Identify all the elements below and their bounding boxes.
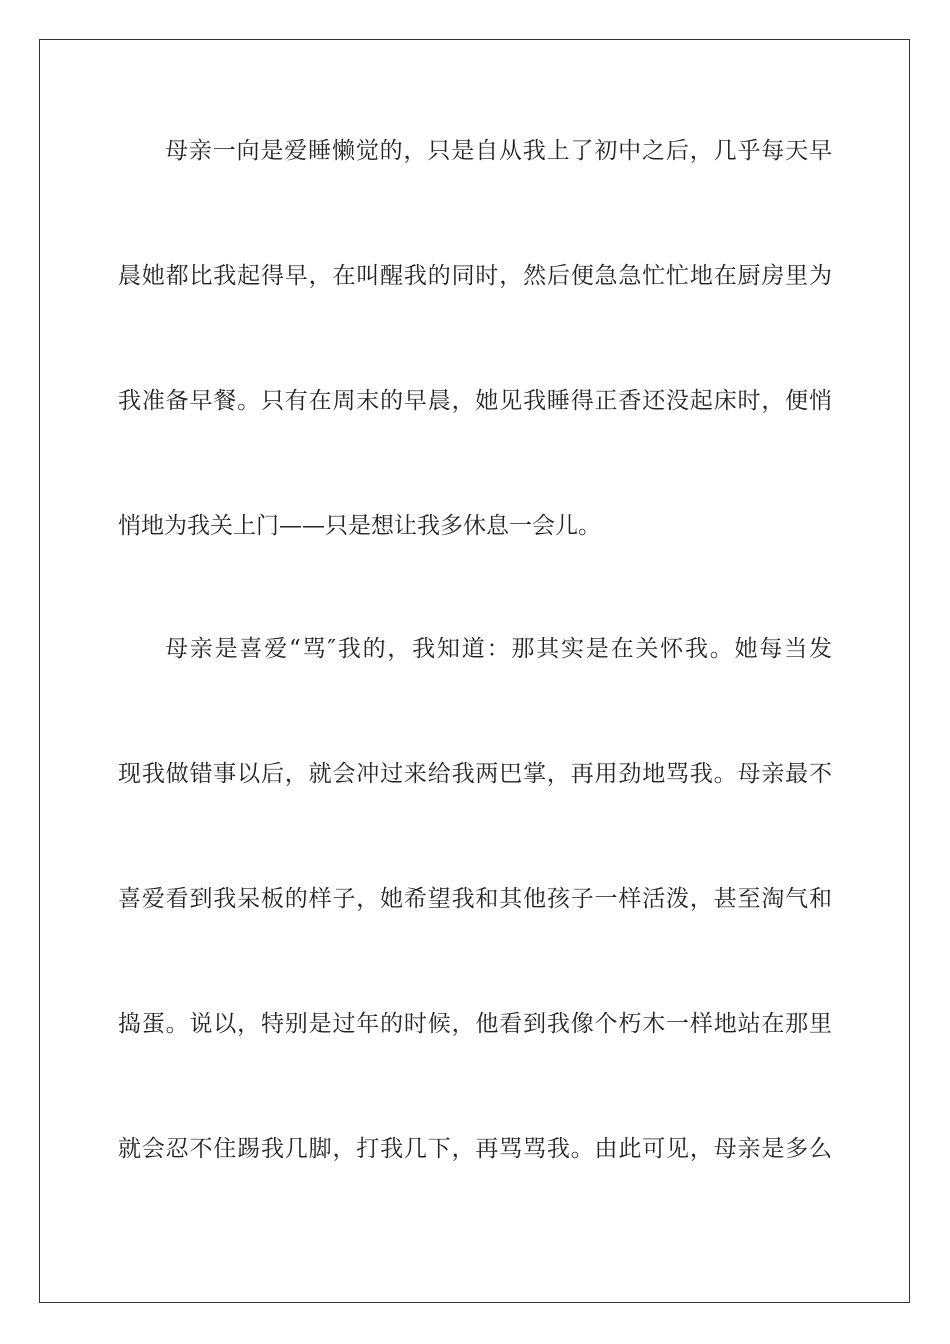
paragraph-line: 我准备早餐。只有在周末的早晨，她见我睡得正香还没起床时，便悄: [118, 388, 832, 414]
paragraph-line: 喜爱看到我呆板的样子，她希望我和其他孩子一样活泼，甚至淘气和: [118, 886, 832, 912]
paragraph-line: 母亲是喜爱“骂″我的，我知道：那其实是在关怀我。她每当发: [165, 636, 832, 662]
paragraph-line: 晨她都比我起得早，在叫醒我的同时，然后便急急忙忙地在厨房里为: [118, 263, 832, 289]
paragraph-line: 悄地为我关上门——只是想让我多休息一会儿。: [118, 513, 601, 539]
paragraph-line: 现我做错事以后，就会冲过来给我两巴掌，再用劲地骂我。母亲最不: [118, 761, 832, 787]
paragraph-line: 捣蛋。说以，特别是过年的时候，他看到我像个朽木一样地站在那里: [118, 1011, 832, 1037]
paragraph-line: 母亲一向是爱睡懒觉的，只是自从我上了初中之后，几乎每天早: [165, 138, 832, 164]
paragraph-line: 就会忍不住踢我几脚，打我几下，再骂骂我。由此可见，母亲是多么: [118, 1136, 832, 1162]
page-frame: [39, 39, 910, 1303]
